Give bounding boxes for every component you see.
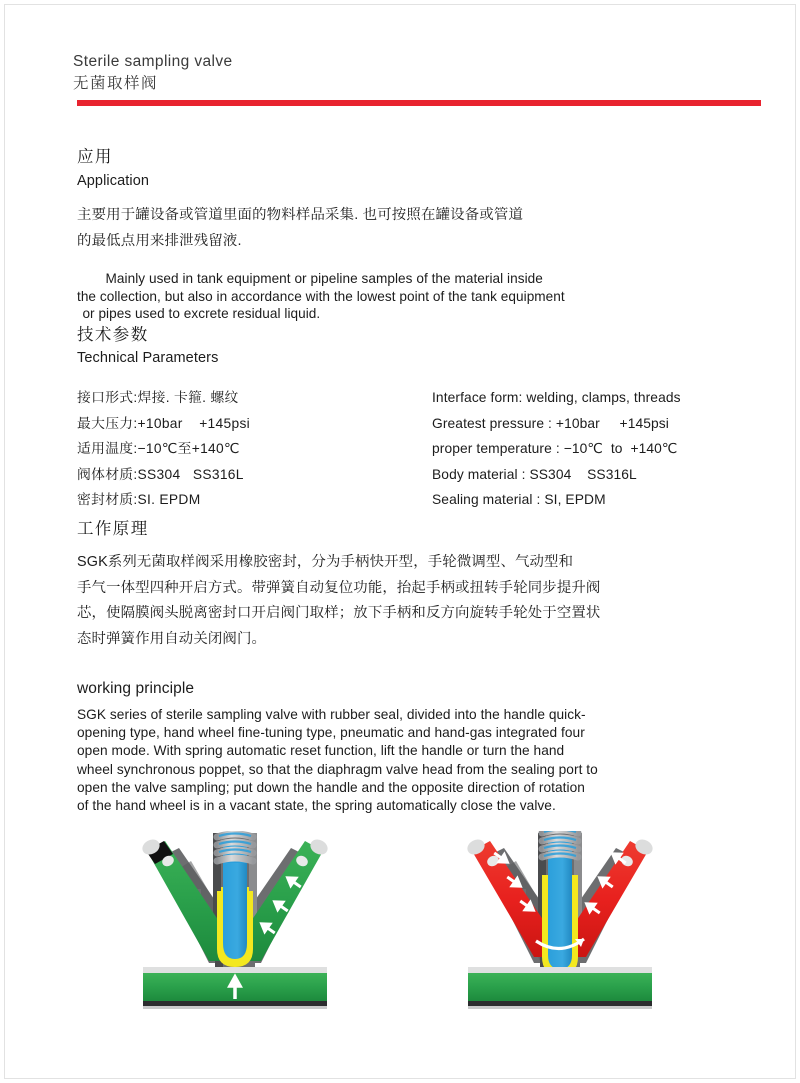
principle-cn-line-2: 手气一体型四种开启方式。带弹簧自动复位功能，抬起手柄或扭转手轮同步提升阀 — [77, 579, 601, 596]
principle-en-line-5: open the valve sampling; put down the handle and the opposite direction of rotation — [77, 779, 585, 795]
document-page — [4, 4, 796, 1079]
param-row-interface-en: Interface form: welding, clamps, threads — [432, 390, 681, 405]
principle-en-line-3: open mode. With spring automatic reset function, lift the handle or turn the hand — [77, 743, 565, 759]
principle-heading-chinese: 工作原理 — [77, 520, 149, 538]
section-working-principle-chinese — [77, 517, 742, 652]
principle-en-line-1: SGK series of sterile sampling valve with rubber seal, divided into the handle quick- — [77, 707, 586, 722]
application-cn-line-2: 的最低点用来排泄残留液. — [77, 232, 242, 249]
principle-body-chinese — [77, 550, 725, 652]
param-row-interface-cn: 接口形式:焊接. 卡箍. 螺纹 — [77, 390, 239, 405]
application-en-line-3: or pipes used to excrete residual liquid. — [82, 306, 321, 321]
section-working-principle-english — [77, 677, 753, 815]
application-heading-chinese: 应用 — [77, 148, 113, 166]
principle-cn-line-3: 芯，使隔膜阀头脱离密封口开启阀门取样；放下手柄和反方向旋转手轮处于空置状 — [77, 605, 601, 621]
valve-closed-diagram — [135, 831, 335, 1011]
principle-heading-english: working principle — [77, 680, 195, 697]
application-heading-english: Application — [77, 173, 150, 189]
document-header — [73, 51, 233, 95]
page-title-chinese: 无菌取样阀 — [73, 75, 159, 92]
application-cn-line-1: 主要用于罐设备或管道里面的物料样品采集. 也可按照在罐设备或管道 — [77, 207, 524, 223]
param-row-body-material-en: Body material : SS304 SS316L — [432, 466, 637, 482]
page-title-english: Sterile sampling valve — [73, 53, 233, 70]
application-body-english — [77, 270, 702, 323]
param-row-pressure-cn: 最大压力:+10bar +145psi — [77, 415, 251, 431]
technical-parameters-table — [77, 385, 757, 513]
technical-heading-chinese: 技术参数 — [77, 326, 149, 344]
principle-cn-line-1: SGK系列无菌取样阀采用橡胶密封，分为手柄快开型，手轮微调型、气动型和 — [77, 554, 574, 570]
application-en-line-1: Mainly used in tank equipment or pipeline samples of the material inside — [105, 271, 543, 286]
param-row-pressure-en: Greatest pressure : +10bar +145psi — [432, 415, 669, 431]
param-row-temperature-en: proper temperature : −10℃ to +140℃ — [432, 441, 678, 456]
section-technical-parameters — [77, 323, 757, 513]
main-line-pipe — [468, 967, 652, 1009]
technical-heading-english: Technical Parameters — [77, 350, 219, 366]
param-row-sealing-material-en: Sealing material : SI, EPDM — [432, 492, 606, 507]
param-row-body-material-cn: 阀体材质:SS304 SS316L — [77, 466, 244, 482]
param-row-temperature-cn: 适用温度:−10℃至+140℃ — [77, 441, 240, 456]
principle-en-line-4: wheel synchronous poppet, so that the diaphragm valve head from the sealing port to — [77, 761, 598, 777]
application-body-chinese — [77, 203, 677, 254]
valve-diagram-pair — [5, 831, 800, 1031]
param-row-sealing-material-cn: 密封材质:SI. EPDM — [77, 492, 201, 507]
application-en-line-2: the collection, but also in accordance with the lowest point of the tank equipment — [77, 288, 565, 304]
principle-en-line-2: opening type, hand wheel fine-tuning type, pneumatic and hand-gas integrated four — [77, 725, 585, 741]
principle-body-english — [77, 706, 753, 815]
principle-en-line-6: of the hand wheel is in a vacant state, the spring automatically close the valve. — [77, 798, 556, 814]
principle-cn-line-4: 态时弹簧作用自动关闭阀门。 — [77, 630, 267, 647]
header-red-rule — [77, 100, 761, 106]
section-application — [77, 145, 737, 323]
valve-open-diagram — [460, 831, 660, 1011]
